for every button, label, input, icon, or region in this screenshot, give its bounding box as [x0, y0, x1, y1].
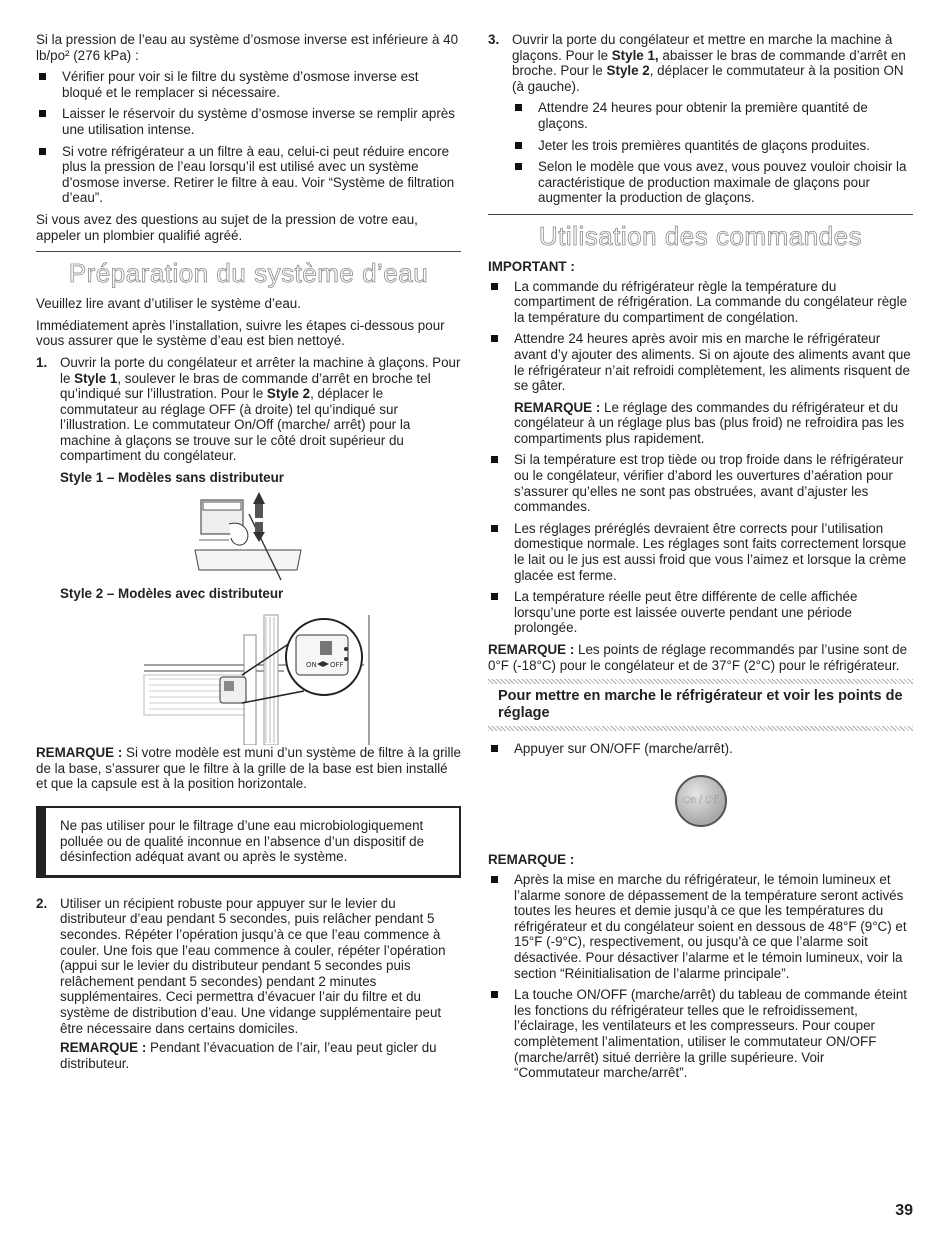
- remarque-text: Les points de réglage recommandés par l’usine sont de 0°F (-18°C) pour le congélateur et de 37°F (2°C) pour le réfrigérateur.: [488, 642, 908, 673]
- questions-paragraph: Si vous avez des questions au sujet de la pression de votre eau, appeler un plombier qualifié agréé.: [36, 211, 418, 243]
- divider: [488, 214, 913, 215]
- list-item: Les réglages préréglés devraient être corrects pour l’utilisation domestique normale. Les réglages sont faits correctement lorsque le lait ou le jus est aussi froid que vous l’aimez et lorsque la crème glacée est ferme.: [488, 521, 913, 583]
- style1-caption: Style 1 – Modèles sans distributeur: [60, 470, 284, 486]
- on-off-button[interactable]: [675, 775, 727, 827]
- list-item-text: Attendre 24 heures après avoir mis en marche le réfrigérateur avant d’y ajouter des aliments. Si on ajoute des aliments avant que le réfrigérateur n’ait refroidi complètement, les aliments risquent de se gâter.: [514, 331, 911, 394]
- list-item: Si la température est trop tiède ou trop froide dans le réfrigérateur ou le congélateur, vérifier d’abord les ouvertures d’aération pour s’assurer qu’elles ne sont pas obstruées, avant d’ajuster les commandes.: [488, 452, 913, 514]
- list-item: Vérifier pour voir si le filtre du système d’osmose inverse est bloqué et le remplacer si nécessaire.: [36, 69, 461, 100]
- read-before-paragraph: Veuillez lire avant d’utiliser le système d’eau.: [36, 296, 301, 312]
- step-text: abaisser le bras de commande d’arrêt en broche. Pour le: [512, 47, 906, 79]
- remarque3-bullet-list: [488, 872, 913, 1081]
- left-column: [36, 32, 461, 1077]
- step-3: [488, 32, 913, 206]
- remarque-filter: [36, 745, 461, 792]
- step-text: Ouvrir la porte du congélateur et arrêter la machine à glaçons. Pour le: [60, 354, 461, 386]
- step-number: 1.: [36, 354, 48, 370]
- onoff-bullet-list: [488, 741, 913, 757]
- step-bold: Style 1: [74, 370, 118, 386]
- remarque-colder: [514, 400, 913, 447]
- step2-remarque: [60, 1040, 461, 1071]
- list-item: La touche ON/OFF (marche/arrêt) du tableau de commande éteint les fonctions du réfrigérateur telles que le refroidissement, l’éclairage, les ventilateurs et les compresseurs. Pour couper complètement l’alimentation, utiliser le commutateur ON/OFF (marche/arrêt) situé derrière la grille supérieure. Voir “Commutateur marche/arrêt”.: [488, 987, 913, 1081]
- hatch-divider: [488, 679, 913, 684]
- step-bold: Style 2: [266, 386, 311, 402]
- fig-on-label: ON: [305, 661, 317, 670]
- step-1: [36, 355, 461, 464]
- remarque-label: REMARQUE :: [514, 399, 601, 415]
- after-install-paragraph: Immédiatement après l’installation, suivre les étapes ci-dessous pour vous assurer que le système d’eau est bien nettoyé.: [36, 317, 445, 349]
- right-column: [488, 32, 913, 1087]
- step-bold: Style 2: [606, 63, 650, 79]
- section-title-controls: Utilisation des commandes: [538, 220, 863, 251]
- list-item: La température réelle peut être différente de celle affichée lorsqu’une porte est laissée ouverte pendant une période prolongée.: [488, 589, 913, 636]
- style2-caption: Style 2 – Modèles avec distributeur: [60, 585, 284, 601]
- divider: [36, 251, 461, 252]
- list-item: Selon le modèle que vous avez, vous pouvez vouloir choisir la caractéristique de production maximale de glaçons pour augmenter la production de glaçons.: [512, 159, 913, 206]
- remarque-text: Si votre modèle est muni d’un système de filtre à la grille de la base, s’assurer que le filtre à la grille de la base est bien installé et que la capsule est à la position horizontale.: [36, 745, 461, 792]
- remarque-setpoints: [488, 642, 913, 673]
- list-item: La commande du réfrigérateur règle la température du compartiment de réfrigération. La commande du congélateur règle la température du compartiment de congélation.: [488, 279, 913, 326]
- list-item: Si votre réfrigérateur a un filtre à eau, celui-ci peut réduire encore plus la pression de l’eau lorsqu’il est utilisé avec un système d’osmose inverse. Retirer le filtre à eau. Voir “Système de filtration d’eau”.: [36, 144, 461, 206]
- step-text: Utiliser un récipient robuste pour appuyer sur le levier du distributeur d’eau pendant 5 secondes, puis relâcher pendant 5 secondes. Répéter l’opération jusqu’à ce que l’eau commence à couler. Une fois que l’eau commence à couler, répéter l’opération (appui sur le levier du distributeur pendant 5 secondes puis relâchement pendant 5 secondes) pendant 2 minutes supplémentaires. Ceci permettra d’évacuer l’air du filtre et du système de distribution d’eau. Une vidange supplémentaire peut être nécessaire dans certains domiciles.: [60, 895, 446, 1036]
- step-bold: Style 1,: [611, 47, 659, 63]
- fig-off-label: OFF: [329, 661, 344, 670]
- list-item: Jeter les trois premières quantités de glaçons produites.: [512, 138, 913, 154]
- warning-box: [36, 806, 461, 878]
- step-text: , déplacer le commutateur au réglage OFF (à droite) tel qu’indiqué sur l’illustration. Le commutateur On/Off (marche/ arrêt) pour la machine à glaçons se trouve sur le côté droit supérieur du compartiment du congélateur.: [60, 386, 411, 464]
- step-text: , soulever le bras de commande d’arrêt en broche tel qu’indiqué sur l’illustration. Pour le: [60, 370, 431, 402]
- page-number: 39: [895, 1202, 913, 1220]
- on-off-button-label: On / Off: [683, 794, 718, 806]
- remarque3-label: REMARQUE :: [488, 852, 575, 868]
- step-text: Ouvrir la porte du congélateur et mettre en marche la machine à glaçons. Pour le: [512, 32, 893, 63]
- list-item: Appuyer sur ON/OFF (marche/arrêt).: [488, 741, 913, 757]
- remarque-text: Le réglage des commandes du réfrigérateur et du congélateur à un réglage plus bas (plus froid) ne refroidira pas les compartiments plus rapidement.: [514, 399, 905, 446]
- ice-maker-style2-illustration: [124, 605, 374, 745]
- pressure-intro: Si la pression de l’eau au système d’osmose inverse est inférieure à 40 lb/po² (276 kPa) :: [36, 32, 459, 63]
- warning-text: Ne pas utiliser pour le filtrage d’une eau microbiologiquement polluée ou de qualité inconnue en l’absence d’un dispositif de désinfection adéquat avant ou après le système.: [60, 818, 425, 865]
- list-item: Après la mise en marche du réfrigérateur, le témoin lumineux et l’alarme sonore de dépassement de la température seront activés toutes les heures et demie jusqu’à ce que les températures du réfrigérateur et du congélateur soient en dessous de 48°F (9°C) et 15°F (-9°C), respectivement, ou jusqu’à ce que l’alarme soit désactivée. Pour désactiver l’alarme et le témoin lumineux, voir la section “Réinitialisation de l’alarme principale”.: [488, 872, 913, 981]
- list-item: Attendre 24 heures pour obtenir la première quantité de glaçons.: [512, 100, 913, 131]
- remarque-text: Pendant l’évacuation de l’air, l’eau peut gicler du distributeur.: [60, 1040, 437, 1071]
- hatch-divider: [488, 726, 913, 731]
- sub-heading-start: Pour mettre en marche le réfrigérateur et voir les points de réglage: [498, 688, 903, 722]
- step-2: [36, 896, 461, 1072]
- onoff-illustration: [488, 775, 913, 831]
- remarque-label: REMARQUE :: [36, 745, 123, 761]
- pressure-bullet-list: [36, 69, 461, 206]
- ice-maker-style1-illustration: [189, 490, 309, 582]
- list-item: Laisser le réservoir du système d’osmose inverse se remplir après une utilisation intense.: [36, 106, 461, 137]
- important-label: IMPORTANT :: [488, 258, 575, 274]
- section-title-water-system: Préparation du système d’eau: [68, 258, 429, 289]
- remarque-label: REMARQUE :: [60, 1040, 147, 1056]
- step-number: 2.: [36, 895, 48, 911]
- remarque-label: REMARQUE :: [488, 642, 575, 657]
- step-text: , déplacer le commutateur à la position ON (à gauche).: [512, 63, 904, 94]
- list-item: [488, 331, 913, 446]
- important-bullet-list: [488, 279, 913, 636]
- step3-bullet-list: [512, 100, 913, 206]
- step-number: 3.: [488, 32, 500, 47]
